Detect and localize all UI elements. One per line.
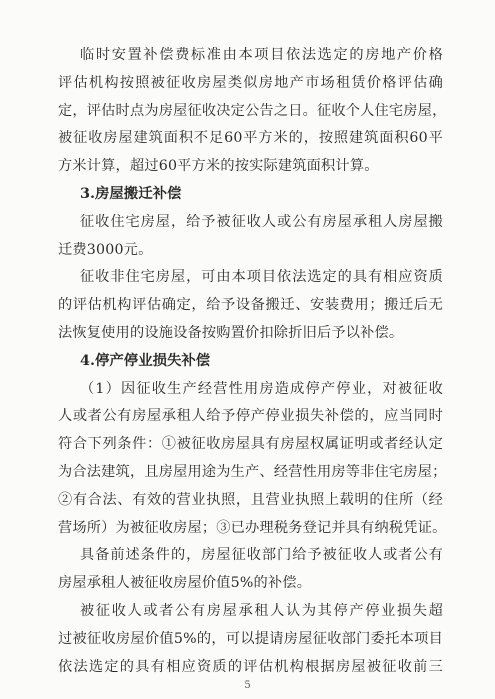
paragraph-line: 过被征收房屋价值5%的，可以提请房屋征收部门委托本项目 (58, 630, 443, 647)
section-heading: 4.停产停业损失补偿 (80, 351, 211, 369)
paragraph-line: 法恢复使用的设施设备按购置价扣除折旧后予以补偿。 (58, 325, 404, 341)
paragraph-line: 符合下列条件：①被征收房屋具有房屋权属证明或者经认定 (58, 436, 443, 453)
paragraph-line: 评估机构按照被征收房屋类似房地产市场租赁价格评估确 (58, 74, 443, 91)
paragraph-line: 征收住宅房屋，给予被征收人或公有房屋承租人房屋搬 (80, 213, 443, 230)
paragraph-line: 为合法建筑，且房屋用途为生产、经营性用房等非住宅房屋； (58, 464, 447, 480)
paragraph-line: ②有合法、有效的营业执照，且营业执照上载明的住所（经 (58, 491, 443, 508)
paragraph-line: 迁费3000元。 (58, 241, 153, 258)
section-heading: 3.房屋搬迁补偿 (80, 185, 182, 202)
paragraph-line: 征收非住宅房屋，可由本项目依法选定的具有相应资质 (80, 269, 443, 286)
paragraph-line: 被征收人或者公有房屋承租人认为其停产停业损失超 (80, 603, 443, 619)
paragraph-line: 房屋承租人被征收房屋价值5%的补偿。 (58, 575, 312, 592)
paragraph-line: 人或者公有房屋承租人给予停产停业损失补偿的，应当同时 (58, 408, 443, 425)
paragraph-line: 临时安置补偿费标准由本项目依法选定的房地产价格 (80, 47, 443, 63)
paragraph-line: 被征收房屋建筑面积不足60平方米的，按照建筑面积60平 (58, 130, 443, 147)
page-number: 5 (244, 680, 251, 691)
paragraph-line: 营场所）为被征收房屋；③已办理税务登记并具有纳税凭证。 (58, 519, 447, 536)
paragraph-line: 定，评估时点为房屋征收决定公告之日。征收个人住宅房屋， (58, 102, 447, 119)
paragraph-line: 具备前述条件的，房屋征收部门给予被征收人或者公有 (80, 547, 443, 564)
paragraph-line: 方米计算，超过60平方米的按实际建筑面积计算。 (58, 158, 379, 175)
paragraph-line: 的评估机构评估确定，给予设备搬迁、安装费用；搬迁后无 (58, 297, 443, 314)
paragraph-line: （1）因征收生产经营性用房造成停产停业，对被征收 (80, 380, 443, 397)
paragraph-line: 依法选定的具有相应资质的评估机构根据房屋被征收前三 (58, 658, 443, 675)
